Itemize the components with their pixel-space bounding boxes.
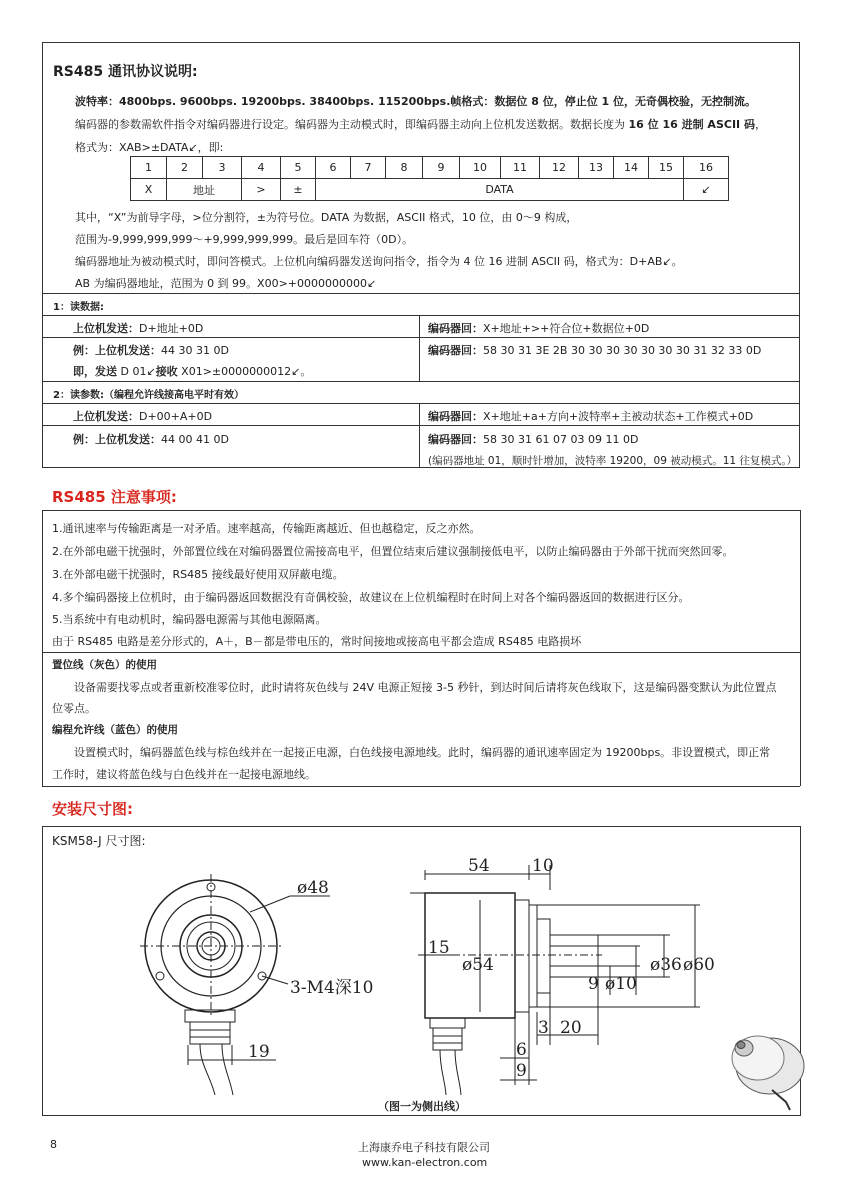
frame-index-cell: 2 (167, 157, 203, 179)
read-ex2-value: X01>±0000000012↙。 (177, 365, 312, 378)
format-line: 格式为：XAB>±DATA↙，即: (75, 141, 224, 154)
read-send-value: D+地址+0D (139, 322, 204, 335)
note-line-2: 范围为-9,999,999,999～+9,999,999,999。最后是回车符（0D）。 (75, 233, 414, 246)
protocol-title: RS485 通讯协议说明: (53, 64, 198, 80)
param-example-reply-value: 58 30 31 61 07 03 09 11 0D (483, 433, 639, 446)
frame-index-cell: 1 (131, 157, 167, 179)
note-item-5: 5.当系统中有电动机时，编码器电源需与其他电源隔离。 (52, 613, 327, 626)
dim-3: 3 (538, 1018, 549, 1038)
read-example-label: 例：上位机发送： (73, 344, 161, 357)
blue-wire-body-2: 工作时，建议将蓝色线与白色线并在一起接电源地线。 (52, 768, 316, 781)
read-example-value: 44 30 31 0D (161, 344, 229, 357)
frame-index-cell: 9 (423, 157, 460, 179)
note-line-3: 编码器地址为被动模式时，即问答模式。上位机向编码器发送询问指令，指令为 4 位 16 进制 ASCII 码，格式为：D+AB↙。 (75, 255, 683, 268)
dim-9: 9 (588, 974, 599, 994)
frame-index-cell: 4 (242, 157, 281, 179)
encoder-iso-icon (732, 1036, 804, 1110)
frame-format-table (130, 156, 729, 201)
note-line-4: AB 为编码器地址，范围为 0 到 99。X00>+0000000000↙ (75, 277, 377, 290)
frame-data-cell: DATA (316, 179, 684, 201)
frame-index-cell: 13 (579, 157, 614, 179)
param-send-value: D+00+A+0D (139, 410, 213, 423)
frame-index-row (131, 157, 729, 179)
note-item-4: 4.多个编码器接上位机时，由于编码器返回数据没有奇偶校验，故建议在上位机编程时在时间上对各个编码器返回的数据进行区分。 (52, 591, 690, 604)
read-reply-value: X+地址+>+符合位+数据位+0D (483, 322, 650, 335)
dim-h15: 15 (428, 938, 450, 958)
param-example-label: 例：上位机发送： (73, 433, 161, 446)
read-send-label: 上位机发送： (73, 322, 139, 335)
frame-addr-cell: 地址 (167, 179, 242, 201)
param-example-reply-label: 编码器回： (428, 433, 483, 446)
frame-index-cell: 16 (684, 157, 729, 179)
read-reply-label: 编码器回： (428, 322, 483, 335)
config-tail: ， (754, 118, 766, 131)
frame-index-cell: 12 (540, 157, 579, 179)
frame-index-cell: 3 (203, 157, 242, 179)
notes-title: RS485 注意事项: (52, 488, 177, 506)
read-example (73, 342, 229, 358)
figure-caption: （图一为侧出线） (378, 1100, 466, 1113)
param-example-note: (编码器地址 01，顺时针增加，波特率 19200，09 被动模式。11 往复模式。） (428, 455, 798, 467)
read-example-reply-value: 58 30 31 3E 2B 30 30 30 30 30 30 30 31 32 33 0D (483, 344, 762, 357)
frame-gt-cell: > (242, 179, 281, 201)
read-example-2 (73, 363, 311, 379)
read-ex2-prefix: 即，发送 (73, 365, 117, 378)
note-item-2: 2.在外部电磁干扰强时，外部置位线在对编码器置位需接高电平，但置位结束后建议强制接低电平，以防止编码器由于外部干扰而突然回零。 (52, 545, 734, 558)
frame-cr-cell: ↙ (684, 179, 729, 201)
side-view (410, 865, 700, 1095)
blue-wire-title: 编程允许线（蓝色）的使用 (52, 724, 178, 736)
dim-20: 20 (560, 1018, 582, 1038)
model-label: KSM58-J 尺寸图: (52, 834, 146, 848)
page-number: 8 (50, 1138, 57, 1151)
baud-rate-line: 波特率：4800bps. 9600bps. 19200bps. 38400bps. 115200bps.帧格式：数据位 8 位，停止位 1 位，无奇偶校验，无控制流。 (75, 95, 757, 108)
read-params-title: 2：读参数:（编程允许线接高电平时有效） (53, 390, 244, 401)
param-reply (428, 408, 753, 424)
footer-company: 上海康乔电子科技有限公司 (358, 1141, 490, 1154)
param-reply-label: 编码器回： (428, 410, 483, 423)
read-ex2-recv: 接收 (155, 365, 178, 378)
protocol-box (42, 42, 800, 468)
dim-d10: ø10 (605, 974, 637, 994)
param-example-reply (428, 431, 638, 447)
frame-label-row (131, 179, 729, 201)
frame-index-cell: 7 (351, 157, 386, 179)
note-item-6: 由于 RS485 电路是差分形式的，A＋，B－都是带电压的，常时间接地或接高电平都会造成 RS485 电路损坏 (52, 635, 582, 648)
read-send (73, 320, 203, 336)
dim-d60: ø60 (683, 955, 715, 975)
read-ex2-mid: D 01↙ (117, 365, 156, 378)
gray-wire-body-2: 位零点。 (52, 702, 96, 715)
dim-d54: ø54 (462, 955, 494, 975)
dim-9b: 9 (516, 1061, 527, 1081)
read-example-reply-label: 编码器回： (428, 344, 483, 357)
gray-wire-title: 置位线（灰色）的使用 (52, 659, 157, 671)
param-send (73, 408, 212, 424)
frame-index-cell: 11 (501, 157, 540, 179)
frame-index-cell: 14 (614, 157, 649, 179)
dim-l10: 10 (532, 856, 554, 876)
config-text: 编码器的参数需软件指令对编码器进行设定。编码器为主动模式时，即编码器主动向上位机发送数据。数据长度为 (75, 118, 629, 131)
frame-index-cell: 10 (460, 157, 501, 179)
frame-index-cell: 6 (316, 157, 351, 179)
config-emphasis: 16 位 16 进制 ASCII 码 (628, 118, 755, 131)
param-example (73, 431, 229, 447)
dim-d36: ø36 (650, 955, 682, 975)
frame-index-cell: 15 (649, 157, 684, 179)
note-item-1: 1.通讯速率与传输距离是一对矛盾。速率越高，传输距离越近、但也越稳定，反之亦然。 (52, 522, 481, 535)
param-send-label: 上位机发送： (73, 410, 139, 423)
dim-w19: 19 (248, 1042, 270, 1062)
gray-wire-body-1: 设备需要找零点或者重新校准零位时，此时请将灰色线与 24V 电源正短接 3-5 秒针，到达时间后请将灰色线取下，这是编码器变默认为此位置点 (74, 681, 777, 694)
frame-index-cell: 5 (281, 157, 316, 179)
dim-d48: ø48 (297, 878, 329, 898)
note-item-3: 3.在外部电磁干扰强时，RS485 接线最好使用双屏蔽电缆。 (52, 568, 344, 581)
install-title: 安装尺寸图: (52, 800, 133, 818)
config-line (75, 116, 766, 132)
frame-x-cell: X (131, 179, 167, 201)
read-example-reply (428, 342, 761, 358)
param-reply-value: X+地址+a+方向+波特率+主被动状态+工作模式+0D (483, 410, 754, 423)
note-line-1: 其中，“X”为前导字母，>位分割符，±为符号位。DATA 为数据，ASCII 格式，10 位，由 0～9 构成， (75, 211, 578, 224)
frame-index-cell: 8 (386, 157, 423, 179)
dim-holes: 3-M4深10 (290, 978, 374, 998)
dim-l54: 54 (468, 856, 490, 876)
blue-wire-body-1: 设置模式时，编码器蓝色线与棕色线并在一起接正电源，白色线接电源地线。此时，编码器的通讯速率固定为 19200bps。非设置模式，即正常 (74, 746, 771, 759)
read-data-title: 1：读数据: (53, 302, 104, 313)
read-reply (428, 320, 649, 336)
frame-sign-cell: ± (281, 179, 316, 201)
param-example-value: 44 00 41 0D (161, 433, 229, 446)
dim-6: 6 (516, 1040, 527, 1060)
footer-website: www.kan-electron.com (362, 1156, 488, 1169)
